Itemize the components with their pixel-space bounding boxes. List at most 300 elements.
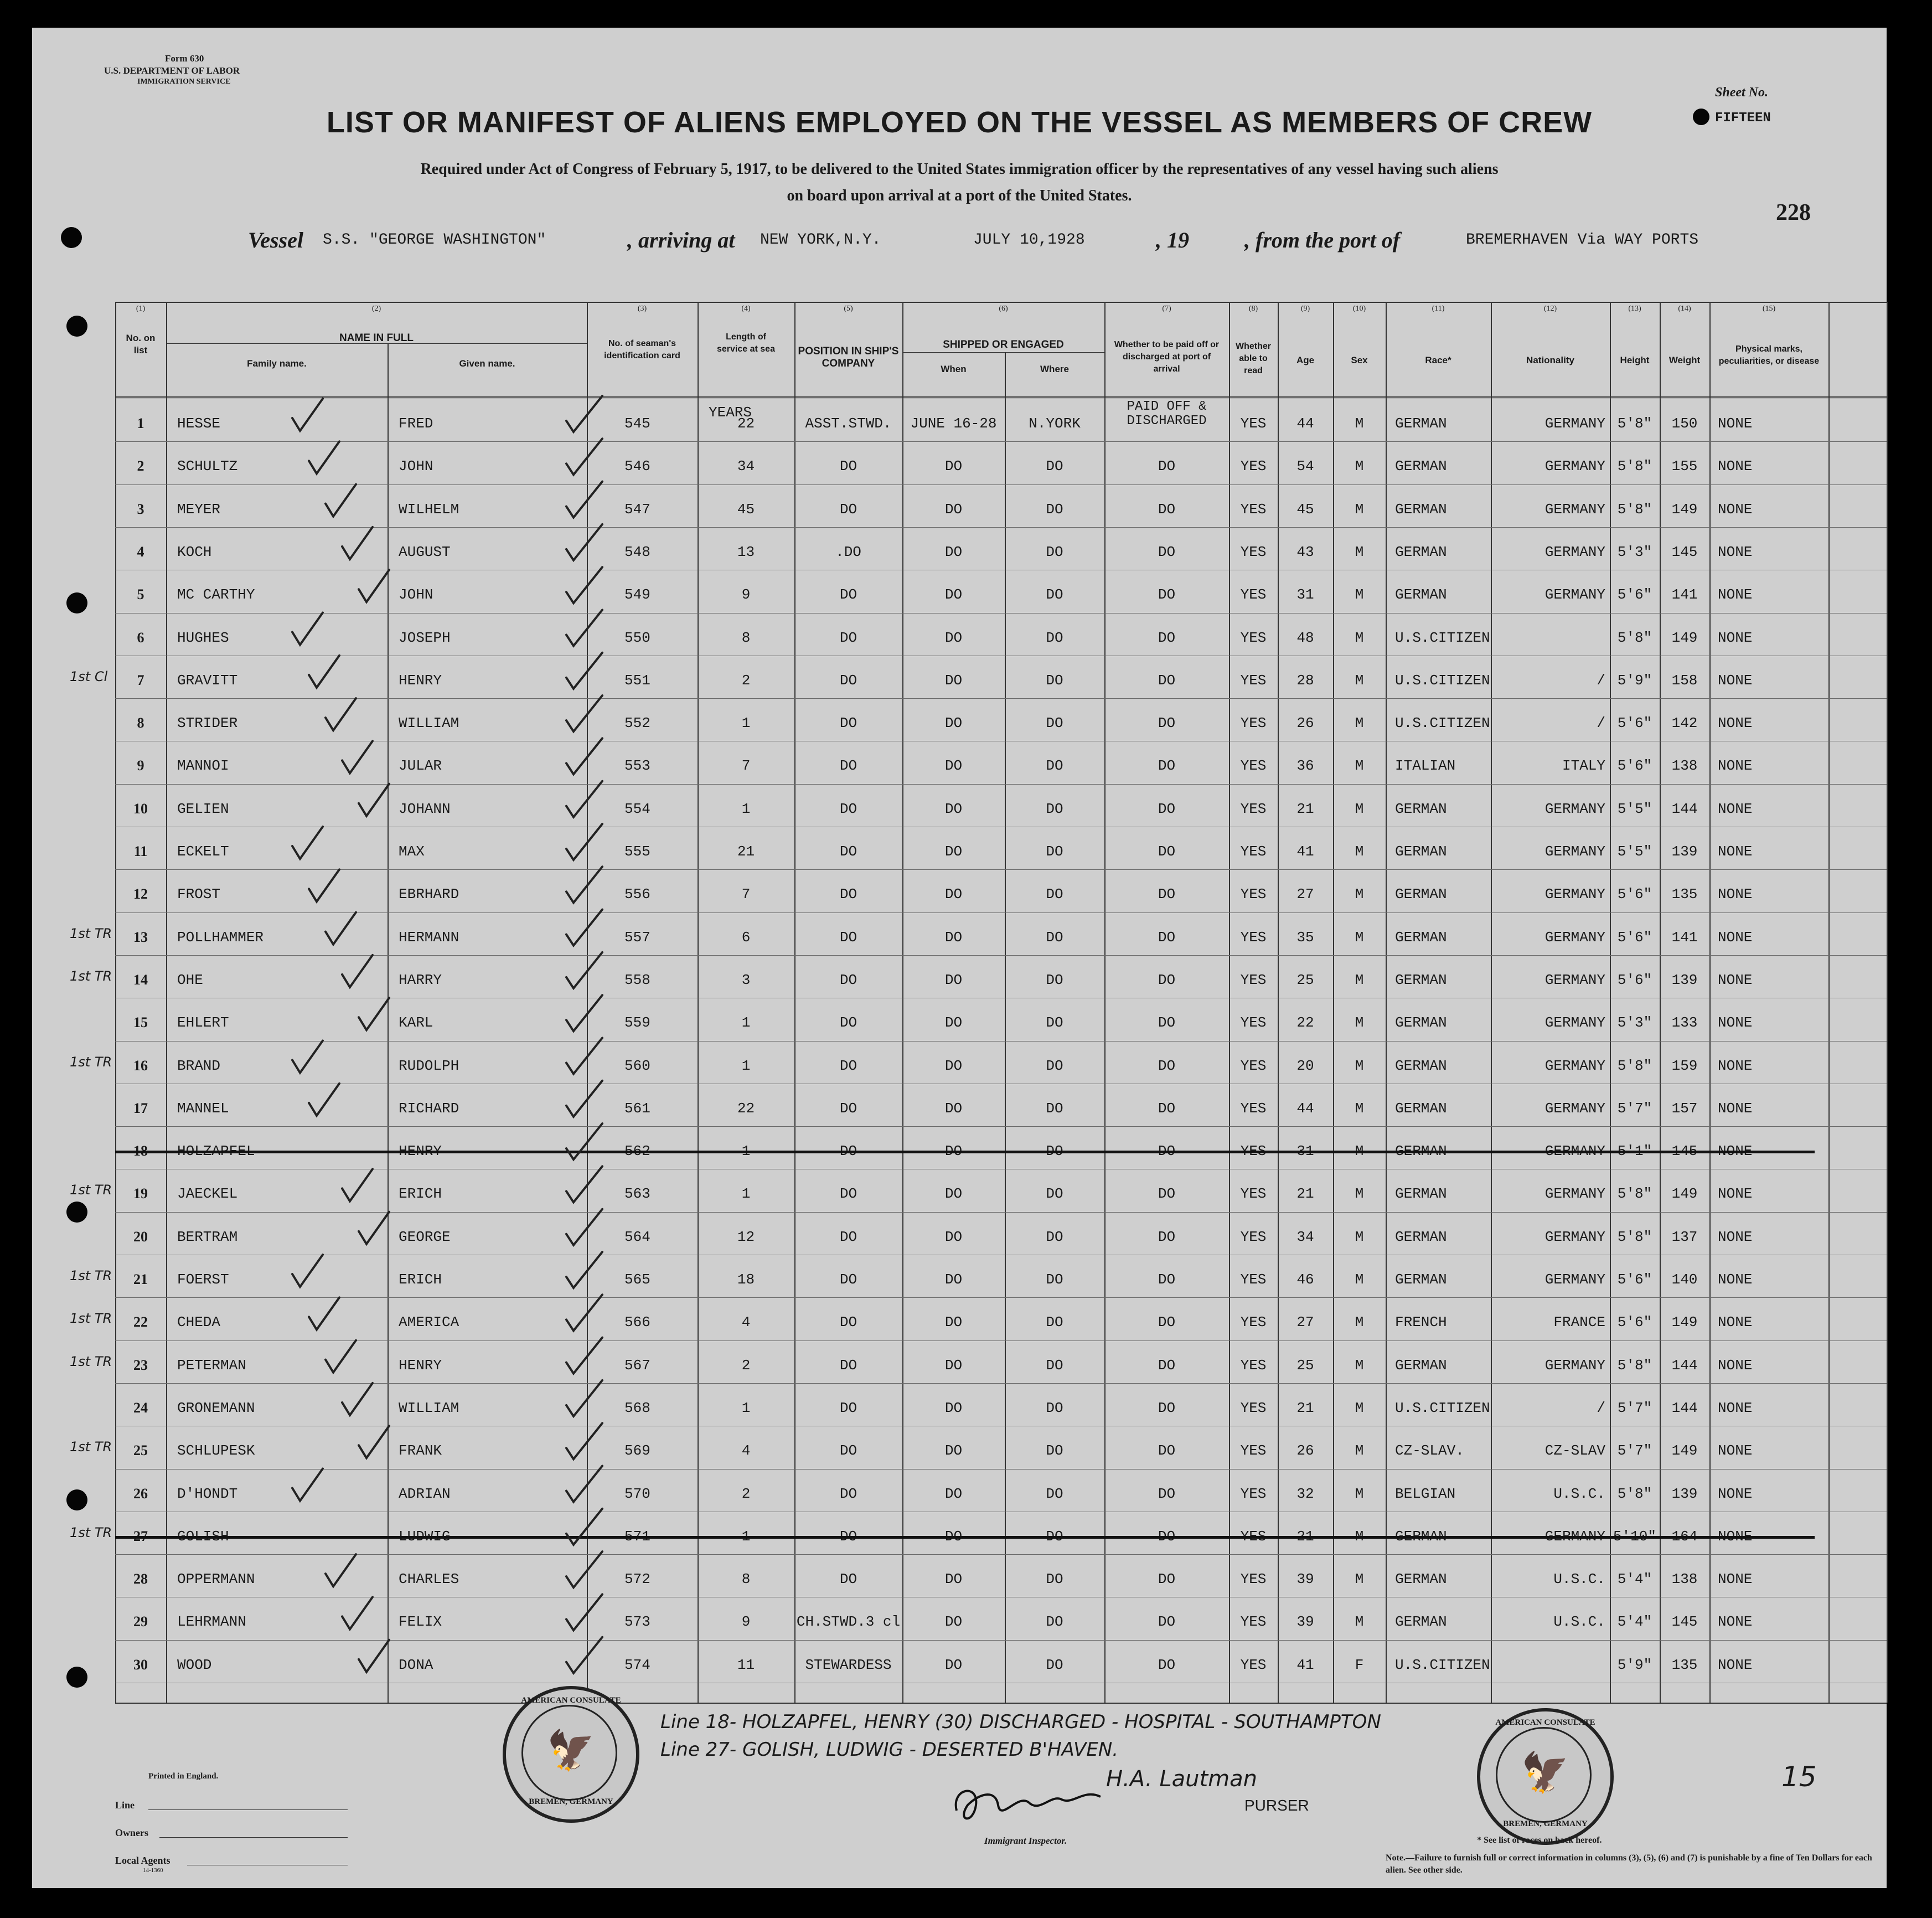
weight: 144 <box>1671 1357 1698 1374</box>
age: 25 <box>1296 1357 1314 1374</box>
card-number: 554 <box>624 800 650 817</box>
height: 5'8" <box>1617 629 1652 646</box>
age: 27 <box>1296 886 1314 903</box>
col4-number: (4) <box>741 305 751 313</box>
paid-off-status: DO <box>1158 1057 1176 1074</box>
footer-owners-label: Owners <box>115 1827 148 1838</box>
col14-number: (14) <box>1678 305 1691 313</box>
row-number: 21 <box>133 1271 148 1287</box>
card-number: 545 <box>624 415 650 432</box>
row-number: 24 <box>133 1399 148 1416</box>
able-to-read: YES <box>1240 1357 1267 1374</box>
given-name: RUDOLPH <box>399 1057 459 1074</box>
weight: 139 <box>1671 843 1698 860</box>
height: 5'6" <box>1617 886 1652 903</box>
shipped-where: DO <box>1046 1357 1063 1374</box>
physical-marks: NONE <box>1718 757 1753 775</box>
race: GERMAN <box>1395 1143 1447 1160</box>
position: DO <box>839 458 857 475</box>
service-years: 2 <box>741 1485 751 1502</box>
able-to-read: YES <box>1240 1314 1267 1331</box>
able-to-read: YES <box>1240 715 1267 732</box>
position: DO <box>839 757 857 775</box>
weight: 145 <box>1671 1143 1698 1160</box>
weight: 158 <box>1671 672 1698 689</box>
margin-note: 1st TR <box>70 1311 112 1327</box>
from-label: , from the port of <box>1244 228 1401 252</box>
shipped-where: DO <box>1046 1571 1063 1588</box>
card-number: 571 <box>624 1528 650 1545</box>
service-years: 1 <box>741 1399 751 1416</box>
card-number: 552 <box>624 715 650 732</box>
weight: 145 <box>1671 1613 1698 1631</box>
footer-line-label: Line <box>115 1800 135 1811</box>
check-mark <box>566 695 602 731</box>
shipped-where: DO <box>1046 1314 1063 1331</box>
race: GERMAN <box>1395 415 1447 432</box>
check-mark <box>566 952 602 988</box>
service-years: 2 <box>741 672 751 689</box>
sex: M <box>1355 458 1364 475</box>
age: 31 <box>1296 586 1314 604</box>
shipped-where: DO <box>1046 1014 1063 1032</box>
races-note: * See list of races on back hereof. <box>1477 1835 1602 1845</box>
card-number: 567 <box>624 1357 650 1374</box>
position: ASST.STWD. <box>805 415 892 432</box>
paid-off-status: DO <box>1158 971 1176 988</box>
shipped-where: DO <box>1046 1228 1063 1245</box>
sex: M <box>1355 800 1364 817</box>
age: 44 <box>1296 415 1314 432</box>
check-mark <box>566 653 602 689</box>
paid-off-status: DO <box>1158 886 1176 903</box>
col6-number: (6) <box>999 305 1008 313</box>
card-number: 564 <box>624 1228 650 1245</box>
given-name: MAX <box>399 843 425 860</box>
physical-marks: NONE <box>1718 415 1753 432</box>
service-years: 7 <box>741 886 751 903</box>
given-name: CHARLES <box>399 1571 459 1588</box>
position: DO <box>839 1528 857 1545</box>
margin-note: 1st TR <box>70 1054 112 1070</box>
position: DO <box>839 586 857 604</box>
shipped-where: DO <box>1046 629 1063 646</box>
position: DO <box>839 843 857 860</box>
check-mark <box>566 738 602 774</box>
paid-off-status: DO <box>1158 1571 1176 1588</box>
height: 5'6" <box>1617 929 1652 946</box>
row-number: 6 <box>137 629 144 646</box>
service-years: 21 <box>737 843 755 860</box>
age: 48 <box>1296 629 1314 646</box>
nationality: GERMANY <box>1544 543 1605 560</box>
age: 27 <box>1296 1314 1314 1331</box>
service-years: 1 <box>741 1528 751 1545</box>
family-name: POLLHAMMER <box>177 929 264 946</box>
service-years: 8 <box>741 629 751 646</box>
row-number: 19 <box>133 1185 148 1202</box>
col6-header: SHIPPED OR ENGAGED <box>943 339 1064 350</box>
check-mark <box>566 567 602 603</box>
col2-header: NAME IN FULL <box>339 332 414 344</box>
paid-off-status: DO <box>1158 1442 1176 1460</box>
year-label: , 19 <box>1156 228 1189 252</box>
age: 39 <box>1296 1571 1314 1588</box>
col15-header: Physical marks, peculiarities, or disease <box>1718 344 1820 366</box>
family-name: CHEDA <box>177 1314 221 1331</box>
position: DO <box>839 1314 857 1331</box>
row-number: 12 <box>133 886 148 903</box>
weight: 149 <box>1671 1314 1698 1331</box>
position: DO <box>839 1228 857 1245</box>
weight: 138 <box>1671 757 1698 775</box>
card-number: 560 <box>624 1057 650 1074</box>
given-name: ERICH <box>399 1185 442 1203</box>
check-mark <box>566 524 602 560</box>
family-name: HOLZAPFEL <box>177 1143 255 1160</box>
shipped-when: DO <box>944 1399 963 1416</box>
physical-marks: NONE <box>1718 1613 1753 1631</box>
nationality: GERMANY <box>1544 1014 1605 1032</box>
col11-number: (11) <box>1432 305 1445 313</box>
age: 21 <box>1296 800 1314 817</box>
service-years: 6 <box>741 929 751 946</box>
sex: M <box>1355 543 1364 560</box>
sex: M <box>1355 1057 1364 1074</box>
shipped-when: DO <box>944 800 963 817</box>
nationality: GERMANY <box>1544 843 1605 860</box>
able-to-read: YES <box>1240 1485 1267 1502</box>
col10-header: Sex <box>1351 355 1368 365</box>
check-mark <box>292 613 323 645</box>
shipped-where: DO <box>1046 1399 1063 1416</box>
row-number: 13 <box>133 929 148 945</box>
race: GERMAN <box>1395 929 1447 946</box>
corner-mark: 15 <box>1781 1761 1817 1793</box>
able-to-read: YES <box>1240 1528 1267 1545</box>
given-name: JOHANN <box>399 800 451 817</box>
age: 26 <box>1296 1442 1314 1460</box>
nationality: U.S.C. <box>1553 1485 1605 1502</box>
subtitle-line-2: on board upon arrival at a port of the United States. <box>787 187 1132 204</box>
check-mark <box>566 1423 602 1459</box>
row-number: 7 <box>137 672 144 688</box>
seal-bottom-text: BREMEN, GERMANY <box>529 1797 613 1806</box>
margin-note: 1st TR <box>70 1268 112 1283</box>
sex: M <box>1355 929 1364 946</box>
height: 5'8" <box>1617 1057 1652 1074</box>
card-number: 561 <box>624 1100 650 1117</box>
paid-off-status: DO <box>1158 1357 1176 1374</box>
physical-marks: NONE <box>1718 1485 1753 1502</box>
shipped-when: DO <box>944 543 963 560</box>
col3-header: No. of seaman's identification card <box>604 339 680 360</box>
physical-marks: NONE <box>1718 1228 1753 1245</box>
nationality: GERMANY <box>1544 1100 1605 1117</box>
margin-note: 1st Cl <box>70 668 108 684</box>
physical-marks: NONE <box>1718 1314 1753 1331</box>
arriving-label: , arriving at <box>627 228 735 252</box>
race: GERMAN <box>1395 843 1447 860</box>
height: 5'4" <box>1617 1613 1652 1631</box>
check-mark <box>566 1338 602 1374</box>
height: 5'9" <box>1617 672 1652 689</box>
check-mark <box>342 1597 373 1629</box>
col10-number: (10) <box>1352 305 1366 313</box>
check-mark <box>359 1212 389 1244</box>
nationality: GERMANY <box>1544 1228 1605 1245</box>
check-mark <box>326 484 356 517</box>
nationality: GERMANY <box>1544 1528 1605 1545</box>
race: GERMAN <box>1395 586 1447 604</box>
given-name: WILLIAM <box>399 715 459 732</box>
family-name: FROST <box>177 886 221 903</box>
eagle-icon: 🦅 <box>1521 1751 1570 1794</box>
family-name: EHLERT <box>177 1014 229 1032</box>
shipped-where: DO <box>1046 971 1063 988</box>
card-number: 546 <box>624 458 650 475</box>
able-to-read: YES <box>1240 501 1267 518</box>
given-name: RICHARD <box>399 1100 459 1117</box>
physical-marks: NONE <box>1718 800 1753 817</box>
nationality: GERMANY <box>1544 458 1605 475</box>
family-name: JAECKEL <box>177 1185 238 1203</box>
check-mark <box>566 910 602 946</box>
nationality: / <box>1597 672 1605 689</box>
position: DO <box>839 800 857 817</box>
where-header: Where <box>1040 364 1069 374</box>
given-name: FRANK <box>399 1442 442 1460</box>
physical-marks: NONE <box>1718 1271 1753 1288</box>
physical-marks: NONE <box>1718 1571 1753 1588</box>
check-mark <box>566 396 602 432</box>
physical-marks: NONE <box>1718 458 1753 475</box>
inspector-label: Immigrant Inspector. <box>984 1835 1067 1846</box>
age: 21 <box>1296 1528 1314 1545</box>
card-number: 570 <box>624 1485 650 1502</box>
shipped-where: DO <box>1046 715 1063 732</box>
card-number: 553 <box>624 757 650 775</box>
vessel-name: S.S. "GEORGE WASHINGTON" <box>323 231 546 249</box>
height: 5'6" <box>1617 586 1652 604</box>
check-mark <box>566 1166 602 1202</box>
check-mark <box>566 482 602 518</box>
physical-marks: NONE <box>1718 971 1753 988</box>
shipped-when: DO <box>944 1057 963 1074</box>
physical-marks: NONE <box>1718 1399 1753 1416</box>
sex: M <box>1355 843 1364 860</box>
weight: 149 <box>1671 1185 1698 1203</box>
able-to-read: YES <box>1240 757 1267 775</box>
annotation-line-18: Line 18- HOLZAPFEL, HENRY (30) DISCHARGED - HOSPITAL - SOUTHAMPTON <box>660 1711 1381 1733</box>
row-number: 18 <box>133 1143 148 1159</box>
card-number: 548 <box>624 543 650 560</box>
race: U.S.CITIZEN <box>1395 629 1490 646</box>
family-name: GOLISH <box>177 1528 229 1545</box>
nationality: ITALY <box>1562 757 1605 775</box>
col1-number: (1) <box>136 305 146 313</box>
age: 35 <box>1296 929 1314 946</box>
height: 5'6" <box>1617 715 1652 732</box>
card-number: 569 <box>624 1442 650 1460</box>
nationality: U.S.C. <box>1553 1571 1605 1588</box>
service-years: 22 <box>737 415 755 432</box>
height: 5'5" <box>1617 800 1652 817</box>
position: DO <box>839 1399 857 1416</box>
service-years: 7 <box>741 757 751 775</box>
service-years: 4 <box>741 1442 751 1460</box>
given-name: KARL <box>399 1014 433 1032</box>
weight: 164 <box>1671 1528 1698 1545</box>
age: 21 <box>1296 1399 1314 1416</box>
shipped-when: DO <box>944 1314 963 1331</box>
race: GERMAN <box>1395 1014 1447 1032</box>
race: U.S.CITIZEN <box>1395 715 1490 732</box>
card-number: 550 <box>624 629 650 646</box>
card-number: 574 <box>624 1656 650 1673</box>
race: GERMAN <box>1395 800 1447 817</box>
position: DO <box>839 1100 857 1117</box>
given-name: HENRY <box>399 672 442 689</box>
row-number: 1 <box>137 415 144 431</box>
row-number: 10 <box>133 800 148 817</box>
sex: M <box>1355 1485 1364 1502</box>
given-name: JOSEPH <box>399 629 451 646</box>
given-name: JOHN <box>399 458 433 475</box>
height: 5'8" <box>1617 1228 1652 1245</box>
form-number: Form 630 <box>165 53 204 64</box>
consulate-seal-left <box>503 1686 639 1823</box>
row-number: 17 <box>133 1100 148 1116</box>
shipped-when: DO <box>944 1656 963 1673</box>
inspector-signature <box>946 1772 1112 1833</box>
paid-off-status: DO <box>1158 757 1176 775</box>
check-mark <box>566 1209 602 1245</box>
shipped-when: DO <box>944 458 963 475</box>
sex: M <box>1355 971 1364 988</box>
position: DO <box>839 1442 857 1460</box>
age: 39 <box>1296 1613 1314 1631</box>
given-name: FRED <box>399 415 433 432</box>
check-mark <box>342 955 373 987</box>
margin-note: 1st TR <box>70 1182 112 1198</box>
position: DO <box>839 1357 857 1374</box>
paid-off-status: DO <box>1158 1100 1176 1117</box>
shipped-when: DO <box>944 843 963 860</box>
check-mark <box>359 784 389 816</box>
shipped-when: DO <box>944 1571 963 1588</box>
form-service: IMMIGRATION SERVICE <box>137 78 231 86</box>
service-years: 9 <box>741 586 751 604</box>
race: FRENCH <box>1395 1314 1447 1331</box>
shipped-where: DO <box>1046 1656 1063 1673</box>
card-number: 562 <box>624 1143 650 1160</box>
position: DO <box>839 1571 857 1588</box>
check-mark <box>566 1081 602 1117</box>
paid-off-status: DO <box>1158 1314 1176 1331</box>
col5-number: (5) <box>844 305 853 313</box>
physical-marks: NONE <box>1718 1057 1753 1074</box>
paid-off-status: DO <box>1158 1485 1176 1502</box>
check-mark <box>326 698 356 730</box>
weight: 145 <box>1671 543 1698 560</box>
check-mark <box>309 869 339 901</box>
row-number: 30 <box>133 1656 148 1673</box>
family-name: D'HONDT <box>177 1485 238 1502</box>
age: 41 <box>1296 843 1314 860</box>
check-mark <box>359 570 389 602</box>
check-mark <box>566 1509 602 1545</box>
height: 5'4" <box>1617 1571 1652 1588</box>
shipped-where: DO <box>1046 886 1063 903</box>
weight: 157 <box>1671 1100 1698 1117</box>
check-mark <box>566 1594 602 1630</box>
family-name: STRIDER <box>177 715 238 732</box>
given-name: HENRY <box>399 1143 442 1160</box>
row-number: 4 <box>137 543 144 560</box>
margin-note: 1st TR <box>70 1439 112 1455</box>
check-mark <box>566 1038 602 1074</box>
race: GERMAN <box>1395 1357 1447 1374</box>
card-number: 547 <box>624 501 650 518</box>
card-number: 557 <box>624 929 650 946</box>
service-years: 12 <box>737 1228 755 1245</box>
paid-off-status: DO <box>1158 1399 1176 1416</box>
physical-marks: NONE <box>1718 501 1753 518</box>
able-to-read: YES <box>1240 672 1267 689</box>
height: 5'7" <box>1617 1100 1652 1117</box>
nationality: FRANCE <box>1553 1314 1605 1331</box>
col14-header: Weight <box>1668 355 1701 365</box>
given-name: JOHN <box>399 586 433 604</box>
able-to-read: YES <box>1240 1656 1267 1673</box>
check-mark <box>309 441 339 473</box>
seal-top-text: AMERICAN CONSULATE <box>521 1696 621 1705</box>
physical-marks: NONE <box>1718 1357 1753 1374</box>
physical-marks: NONE <box>1718 629 1753 646</box>
col7-number: (7) <box>1162 305 1171 313</box>
card-number: 566 <box>624 1314 650 1331</box>
race: U.S.CITIZEN <box>1395 672 1490 689</box>
check-mark <box>566 824 602 860</box>
weight: 155 <box>1671 458 1698 475</box>
weight: 149 <box>1671 1442 1698 1460</box>
shipped-when: DO <box>944 1100 963 1117</box>
height: 5'9" <box>1617 1656 1652 1673</box>
family-name: GRONEMANN <box>177 1399 255 1416</box>
check-mark <box>566 995 602 1031</box>
paid-off-status: DO <box>1158 929 1176 946</box>
nationality: GERMANY <box>1544 929 1605 946</box>
height: 5'8" <box>1617 501 1652 518</box>
row-number: 11 <box>133 843 148 859</box>
given-name: HARRY <box>399 971 442 988</box>
check-mark <box>359 1426 389 1458</box>
paid-off-status: DO <box>1158 458 1176 475</box>
position: DO <box>839 1143 857 1160</box>
sex: F <box>1355 1656 1364 1673</box>
service-years: 18 <box>737 1271 755 1288</box>
able-to-read: YES <box>1240 1228 1267 1245</box>
row-number: 22 <box>133 1314 148 1331</box>
age: 31 <box>1296 1143 1314 1160</box>
able-to-read: YES <box>1240 1442 1267 1460</box>
family-name: BERTRAM <box>177 1228 238 1245</box>
nationality: GERMANY <box>1544 886 1605 903</box>
service-years: 1 <box>741 800 751 817</box>
race: GERMAN <box>1395 501 1447 518</box>
paid-off-status: DO <box>1158 1656 1176 1673</box>
